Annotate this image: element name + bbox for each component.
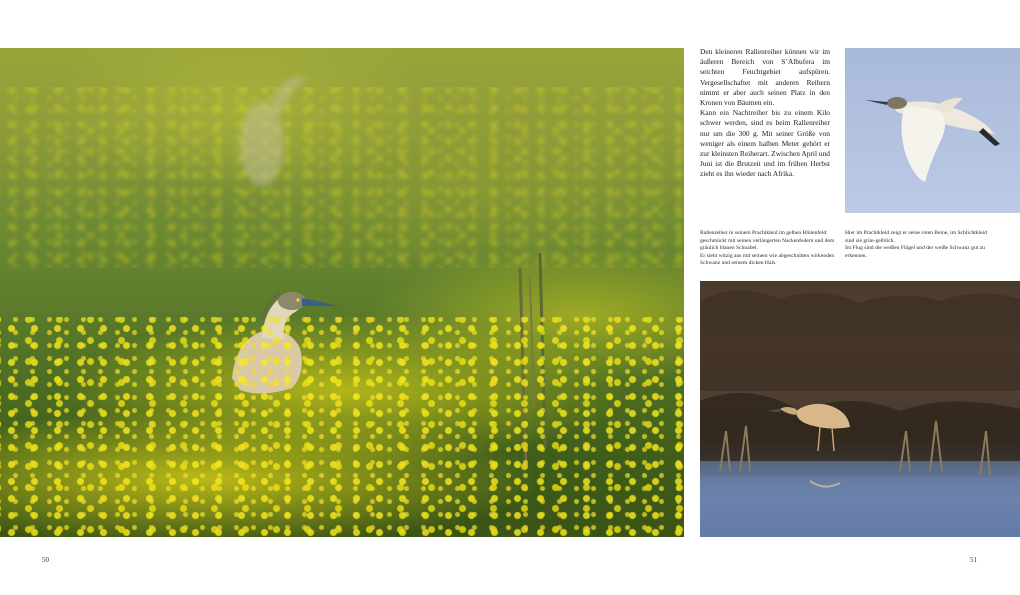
background-heron [240, 76, 308, 186]
flying-heron-illustration [845, 48, 1020, 213]
heron-meadow-photo [0, 48, 684, 537]
caption-line: Rallenreiher in seinem Prachtkleid im gelben Blütenfeld: geschmückt mit seinen verlängerten Nackenfedern und dem gräulich blauen Schnabel. [700, 230, 835, 252]
caption-line: Er sieht witzig aus mit seinem wie abgeschnitten wirkenden Schwanz und seinem dicken Hals. [700, 252, 835, 267]
page-number-right: 51 [970, 556, 977, 564]
caption-line: Hier im Prachtkleid zeigt er seine roten Beine, im Schlichtkleid sind sie grün-gelblich. [845, 230, 987, 244]
heron-water-photo [700, 281, 1020, 537]
flying-heron [865, 97, 1000, 182]
shrubs [700, 290, 1020, 461]
page-number-left: 50 [42, 556, 49, 564]
caption-left [700, 230, 835, 268]
body-paragraph: Kann ein Nachtreiher bis zu einem Kilo schwer werden, sind es beim Rallenreiher nur um die 300 g. Mit seiner Größe von weniger als einem halben Meter gehört er zur kleinsten Reiherart. Zwischen April und Juni ist die Brutzeit und im frühen Herbst zieht es ihn wieder nach Afrika. [700, 108, 830, 179]
water-reflections [700, 477, 1020, 537]
flying-heron-photo [845, 48, 1020, 213]
caption-right [845, 230, 995, 260]
water-scene-illustration [700, 281, 1020, 537]
body-paragraph: Den kleineren Rallenreiher können wir im äußeren Bereich von S’Albufera im seichten Feuchtgebiet aufspüren. Vergesellschaftet mit anderen Reihern nimmt er aber auch seinen Platz in den Kronen von Bäumen ein. [700, 47, 830, 108]
article-body-text [700, 47, 830, 180]
caption-line: Im Flug sind die weißen Flügel und der weiße Schwanz gut zu erkennen. [845, 245, 985, 259]
